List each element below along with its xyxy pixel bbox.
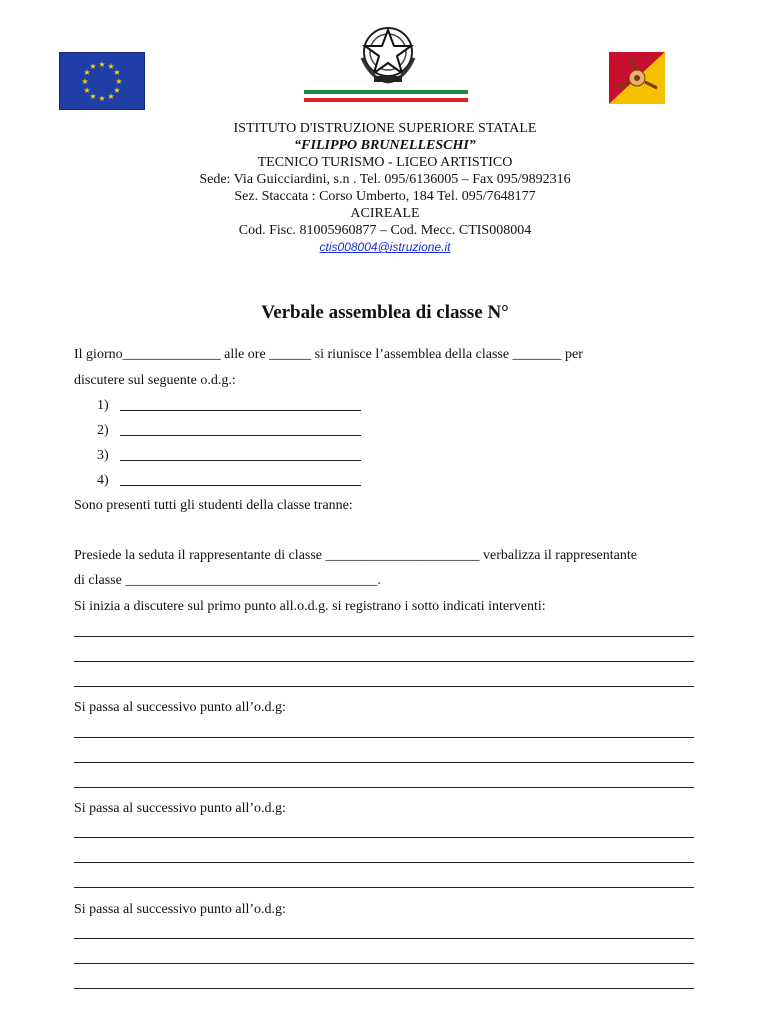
italian-tricolor-band [304, 90, 468, 102]
agenda-number-3: 3) [97, 448, 109, 463]
svg-text:★: ★ [89, 62, 97, 71]
writing-line[interactable] [74, 963, 694, 964]
di-classe-line: di classe ____________________________________. [74, 573, 381, 588]
writing-line[interactable] [74, 686, 694, 687]
next-point-line-1: Si passa al successivo punto all’o.d.g: [74, 700, 286, 715]
agenda-line-3[interactable] [120, 460, 361, 461]
tricolor-red [304, 98, 468, 102]
writing-line[interactable] [74, 661, 694, 662]
svg-text:★: ★ [98, 94, 106, 103]
eu-flag-icon [60, 53, 144, 109]
presiede-line: Presiede la seduta il rappresentante di classe ______________________ verbalizza il rappresentante [74, 548, 637, 563]
intro-line-2: discutere sul seguente o.d.g.: [74, 373, 236, 388]
present-students-line: Sono presenti tutti gli studenti della classe tranne: [74, 498, 353, 513]
intro-line-1: Il giorno______________ alle ore ______ si riunisce l’assemblea della classe _______ per [74, 347, 583, 362]
svg-text:★: ★ [113, 86, 121, 95]
svg-text:★: ★ [81, 77, 89, 86]
writing-line[interactable] [74, 887, 694, 888]
svg-text:★: ★ [115, 77, 123, 86]
writing-line[interactable] [74, 938, 694, 939]
programs-line: TECNICO TURISMO - LICEO ARTISTICO [257, 155, 513, 170]
star-emblem-icon [352, 18, 424, 86]
next-point-line-3: Si passa al successivo punto all’o.d.g: [74, 902, 286, 917]
agenda-line-1[interactable] [120, 410, 361, 411]
staccata-address: Sez. Staccata : Corso Umberto, 184 Tel. 095/7648177 [234, 189, 536, 204]
school-name: “FILIPPO BRUNELLESCHI” [294, 138, 476, 153]
svg-text:★: ★ [107, 92, 115, 101]
svg-text:★: ★ [83, 86, 91, 95]
eu-flag-logo [59, 52, 145, 110]
writing-line[interactable] [74, 837, 694, 838]
agenda-line-4[interactable] [120, 485, 361, 486]
svg-text:★: ★ [98, 60, 106, 69]
writing-line[interactable] [74, 862, 694, 863]
institute-name: ISTITUTO D'ISTRUZIONE SUPERIORE STATALE [233, 121, 537, 136]
writing-line[interactable] [74, 988, 694, 989]
agenda-number-1: 1) [97, 398, 109, 413]
svg-text:★: ★ [113, 68, 121, 77]
city-name: ACIREALE [350, 206, 420, 221]
agenda-number-4: 4) [97, 473, 109, 488]
trinacria-flag-icon [609, 52, 665, 104]
email-row [0, 239, 770, 256]
first-point-line: Si inizia a discutere sul primo punto all.o.d.g. si registrano i sotto indicati interventi: [74, 599, 546, 614]
document-title: Verbale assemblea di classe N° [261, 302, 509, 323]
email-link[interactable]: ctis008004@istruzione.it [319, 240, 451, 254]
svg-text:★: ★ [89, 92, 97, 101]
agenda-number-2: 2) [97, 423, 109, 438]
writing-line[interactable] [74, 762, 694, 763]
sede-address: Sede: Via Guicciardini, s.n . Tel. 095/6136005 – Fax 095/9892316 [199, 172, 571, 187]
next-point-line-2: Si passa al successivo punto all’o.d.g: [74, 801, 286, 816]
agenda-line-2[interactable] [120, 435, 361, 436]
italian-republic-emblem [352, 18, 424, 86]
svg-text:★: ★ [83, 68, 91, 77]
svg-text:★: ★ [107, 62, 115, 71]
sicily-flag-logo [609, 52, 665, 104]
writing-line[interactable] [74, 636, 694, 637]
writing-line[interactable] [74, 787, 694, 788]
fiscal-codes: Cod. Fisc. 81005960877 – Cod. Mecc. CTIS008004 [238, 223, 532, 238]
writing-line[interactable] [74, 737, 694, 738]
